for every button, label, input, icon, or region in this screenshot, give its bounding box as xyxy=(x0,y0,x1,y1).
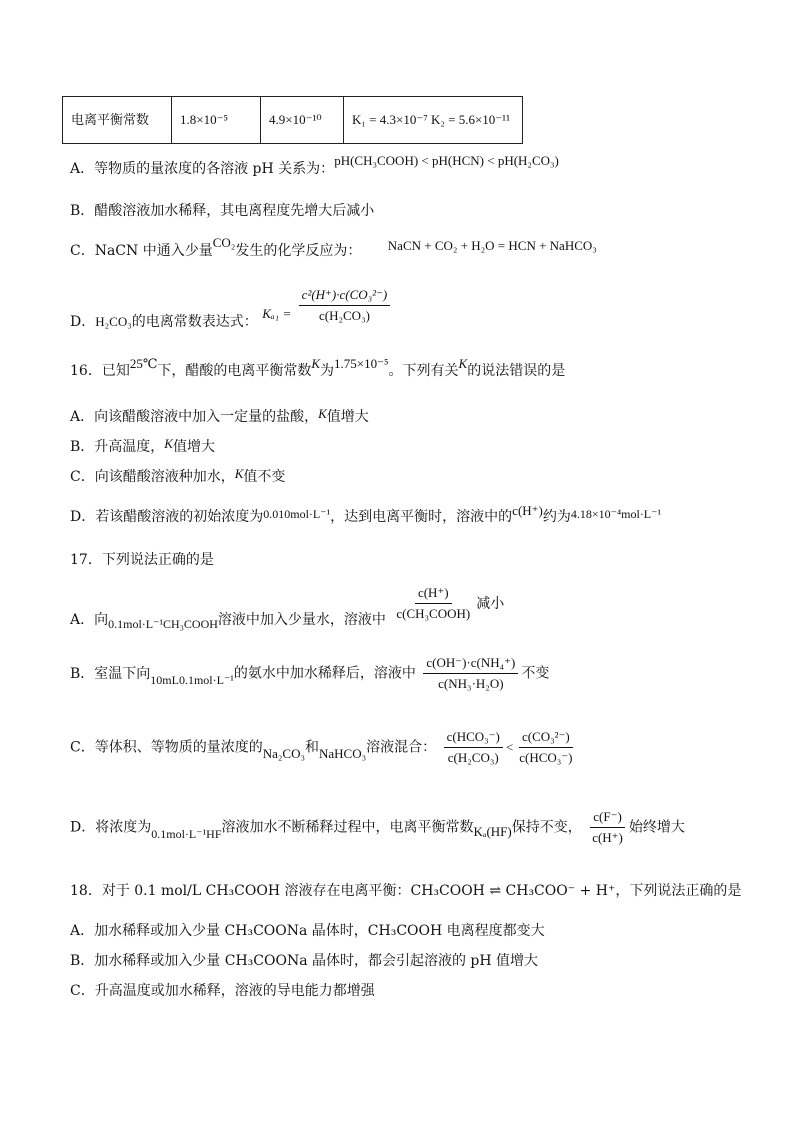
option-text: 值增大 xyxy=(172,439,215,455)
k-symbol: K xyxy=(458,356,468,371)
stem-text: 下，醋酸的电离平衡常数 xyxy=(157,363,312,379)
option-text: D．若该醋酸溶液的初始浓度为 xyxy=(70,509,264,525)
acetic-concentration: 0.1mol·L⁻¹CH₃COOH xyxy=(108,616,218,631)
temperature: 25℃ xyxy=(129,356,158,371)
option-text: D．将浓度为 xyxy=(70,819,152,836)
fraction-denominator: c(HCO₃⁻) xyxy=(519,750,573,765)
option-text: 始终增大 xyxy=(628,819,685,836)
fraction-denominator: c(NH₃·H₂O) xyxy=(438,676,504,691)
fraction-numerator: c(H⁺) xyxy=(415,584,452,604)
k-value: 1.75×10⁻⁵ xyxy=(334,356,389,371)
option-text: 不变 xyxy=(521,665,550,682)
ratio-fraction xyxy=(393,584,473,623)
q16-stem xyxy=(70,356,566,380)
stem-text: 16．已知 xyxy=(70,363,130,379)
q18-stem: 18．对于 0.1 mol/L CH₃COOH 溶液存在电离平衡：CH₃COOH ⇌ CH₃COO⁻ + H⁺，下列说法正确的是 xyxy=(70,883,742,899)
k-symbol: K xyxy=(234,466,244,481)
h-concentration: c(H⁺) xyxy=(512,503,543,518)
ka-hf-symbol: Kₐ(HF) xyxy=(473,823,512,839)
q16-option-a xyxy=(70,408,369,426)
fraction-numerator: c²(H⁺)·c(CO₃²⁻) xyxy=(299,286,391,306)
table-header-cell: 电离平衡常数 xyxy=(63,97,172,144)
k-symbol: K xyxy=(311,356,321,371)
option-text: 溶液混合： xyxy=(366,739,437,756)
option-text: A．向 xyxy=(70,611,109,628)
ammonia-concentration: 10mL0.1mol·L⁻¹ xyxy=(150,672,234,687)
q17-stem: 17．下列说法正确的是 xyxy=(70,552,214,568)
q15-option-c xyxy=(70,235,597,260)
option-text: 减小 xyxy=(476,595,505,612)
option-text: B．升高温度， xyxy=(70,439,165,455)
q16-option-d xyxy=(70,503,662,526)
ionization-constant-table xyxy=(62,96,523,144)
initial-concentration: 0.010mol·L⁻¹ xyxy=(263,507,331,521)
table-cell-ch3cooh: 1.8×10⁻⁵ xyxy=(172,97,261,144)
option-text: 溶液加水不断稀释过程中，电离平衡常数 xyxy=(221,819,474,836)
k-symbol: K xyxy=(318,406,327,421)
reaction-equation: NaCN + CO₂ + H₂O = HCN + NaHCO₃ xyxy=(387,238,597,253)
q18-option-a: A．加水稀释或加入少量 CH₃COONa 晶体时，CH₃COOH 电离程度都变大 xyxy=(70,923,545,939)
fraction-numerator: c(HCO₃⁻) xyxy=(444,728,503,748)
option-text: 溶液中加入少量水，溶液中 xyxy=(217,611,386,628)
q15-option-a xyxy=(70,153,559,178)
option-text: A．等物质的量浓度的各溶液 pH 关系为： xyxy=(70,161,335,177)
stem-text: 。下列有关 xyxy=(388,363,459,379)
option-text: 和 xyxy=(305,739,320,756)
fraction-denominator: c(H⁺) xyxy=(592,830,623,845)
option-text: D． xyxy=(70,313,96,330)
stem-text: 为 xyxy=(320,363,335,379)
fraction-denominator: c(CH₃COOH) xyxy=(396,606,471,621)
option-text: C．向该醋酸溶液种加水， xyxy=(70,469,235,485)
h-concentration-value: 4.18×10⁻⁴mol·L⁻¹ xyxy=(570,507,662,521)
less-than-sign: < xyxy=(505,739,514,755)
option-text: A．向该醋酸溶液中加入一定量的盐酸， xyxy=(70,409,319,425)
q17-option-b xyxy=(70,654,549,693)
option-text: 的氨水中加水稀释后，溶液中 xyxy=(233,665,416,682)
fraction-denominator: c(H₂CO₃) xyxy=(318,308,370,323)
hf-concentration: 0.1mol·L⁻¹HF xyxy=(151,826,222,841)
fraction-numerator: c(OH⁻)·c(NH₄⁺) xyxy=(423,654,518,674)
h2co3-formula: H₂CO₃ xyxy=(95,313,132,329)
option-text: 值增大 xyxy=(326,409,369,425)
ratio-fraction-left xyxy=(444,728,503,767)
q16-option-b xyxy=(70,438,215,456)
stem-text: 的说法错误的是 xyxy=(467,363,566,379)
option-text: 约为 xyxy=(542,509,571,525)
option-text: C．等体积、等物质的量浓度的 xyxy=(70,739,263,756)
q17-option-a xyxy=(70,584,505,631)
co2-formula: CO₂ xyxy=(212,235,236,250)
q16-option-c xyxy=(70,468,285,486)
q18-option-b: B．加水稀释或加入少量 CH₃COONa 晶体时，都会引起溶液的 pH 值增大 xyxy=(70,953,539,969)
q17-option-c xyxy=(70,728,579,767)
nahco3-formula: NaHCO₃ xyxy=(319,745,367,761)
table-row xyxy=(63,97,523,144)
option-text: 发生的化学反应为： xyxy=(235,243,362,259)
ka1-fraction xyxy=(299,286,391,325)
option-text: 保持不变， xyxy=(511,819,582,836)
q15-option-d xyxy=(70,286,393,330)
ratio-fraction xyxy=(589,808,626,847)
q18-option-c: C．升高温度或加水稀释，溶液的导电能力都增强 xyxy=(70,983,375,999)
ka1-symbol: Kₐ₁ = xyxy=(262,305,292,321)
fraction-numerator: c(F⁻) xyxy=(590,808,625,828)
na2co3-formula: Na₂CO₃ xyxy=(262,745,306,761)
ratio-fraction xyxy=(423,654,518,693)
option-text: B．室温下向 xyxy=(70,665,151,682)
option-text: C．NaCN 中通入少量 xyxy=(70,243,213,259)
option-text: 值不变 xyxy=(243,469,286,485)
q17-option-d xyxy=(70,808,685,847)
table-cell-h2co3: K₁ = 4.3×10⁻⁷ K₂ = 5.6×10⁻¹¹ xyxy=(344,97,523,144)
q15-option-b: B．醋酸溶液加水稀释，其电离程度先增大后减小 xyxy=(70,203,375,219)
ratio-fraction-right xyxy=(516,728,575,767)
option-text: ，达到电离平衡时，溶液中的 xyxy=(330,509,513,525)
table-cell-hcn: 4.9×10⁻¹⁰ xyxy=(261,97,344,144)
fraction-denominator: c(H₂CO₃) xyxy=(447,750,499,765)
fraction-numerator: c(CO₃²⁻) xyxy=(519,728,573,748)
k-symbol: K xyxy=(164,436,173,451)
option-formula: pH(CH₃COOH) < pH(HCN) < pH(H₂CO₃) xyxy=(334,153,559,168)
option-text: 的电离常数表达式： xyxy=(131,313,258,330)
